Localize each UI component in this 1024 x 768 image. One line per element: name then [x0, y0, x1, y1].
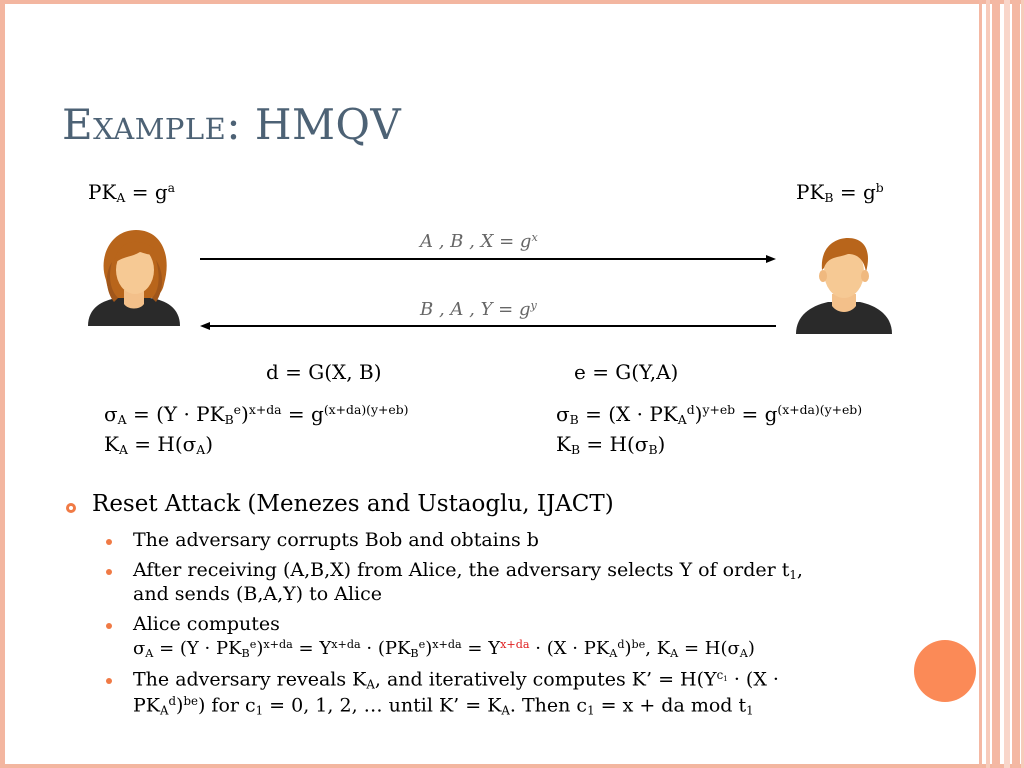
- message-to-alice-label: B , A , $Y = g^y$: [420, 299, 537, 321]
- bob-public-key: $PK_B = g^b$: [796, 180, 884, 206]
- e-equation: e = G(Y,A): [574, 360, 679, 384]
- arrow-right: [198, 252, 778, 266]
- bullet-reveal-key-line1: The adversary reveals $K_A$, and iteratively computes K’ = $H(Y^{c_1} \cdot (X$ ·: [133, 668, 779, 692]
- sub-bullet-icon: [106, 623, 112, 629]
- woman-avatar-icon: [84, 228, 184, 328]
- frame-stripe: [979, 0, 982, 768]
- main-bullet-icon: [66, 503, 76, 513]
- frame-stripe: [992, 0, 1000, 768]
- man-avatar-icon: [792, 236, 896, 336]
- bullet-select-y-line1: After receiving (A,B,X) from Alice, the adversary selects Y of order $t_1$,: [133, 559, 803, 582]
- decorative-orange-circle: [914, 640, 976, 702]
- d-equation: d = G(X, B): [266, 360, 382, 384]
- bullet-corrupt-bob: The adversary corrupts Bob and obtains b: [133, 529, 539, 551]
- bullet-alice-computes: Alice computes: [133, 613, 280, 635]
- arrow-left: [198, 319, 778, 333]
- bob-key-equation: $K_B = H(\sigma_B)$: [556, 432, 666, 458]
- frame-left-border: [0, 0, 5, 768]
- bullet-reveal-key-line2: $PK_A^d)^{be}$) for $c_1 = 0$, 1, 2, … until K’ = $K_A$. Then $c_1 = x$ + da mod $t_1$: [133, 694, 754, 718]
- alice-key-equation: $K_A = H(\sigma_A)$: [104, 432, 214, 458]
- message-to-bob-label: A , B , $X = g^x$: [420, 231, 538, 253]
- sub-bullet-icon: [106, 539, 112, 545]
- frame-stripe: [1004, 0, 1010, 768]
- frame-stripe: [1012, 0, 1020, 768]
- sub-bullet-icon: [106, 569, 112, 575]
- main-bullet-text: Reset Attack (Menezes and Ustaoglu, IJACT): [92, 491, 614, 517]
- bullet-alice-computes-equation: $\sigma_A = (Y \cdot PK_B^e)^{x+da} = Y^{x+da} \cdot (PK_B^e)^{x+da} = Y^{x+da} \cdot (X \cdot PK_A^d)^{be}$, $K_A = H(\sigma_A)$: [133, 638, 755, 660]
- frame-stripe: [986, 0, 990, 768]
- bullet-select-y-line2: and sends (B,A,Y) to Alice: [133, 583, 382, 605]
- frame-bottom-border: [0, 764, 1024, 768]
- slide-title: Example: HMQV: [62, 100, 402, 149]
- alice-public-key: $PK_A = g^a$: [88, 180, 176, 206]
- sub-bullet-icon: [106, 678, 112, 684]
- frame-top-border: [0, 0, 1024, 4]
- alice-sigma-equation: $\sigma_A = (Y \cdot PK_B^e)^{x+da} = g^{(x+da)(y+eb)}$: [104, 402, 409, 428]
- bob-sigma-equation: $\sigma_B = (X \cdot PK_A^d)^{y+eb} = g^{(x+da)(y+eb)}$: [556, 402, 863, 428]
